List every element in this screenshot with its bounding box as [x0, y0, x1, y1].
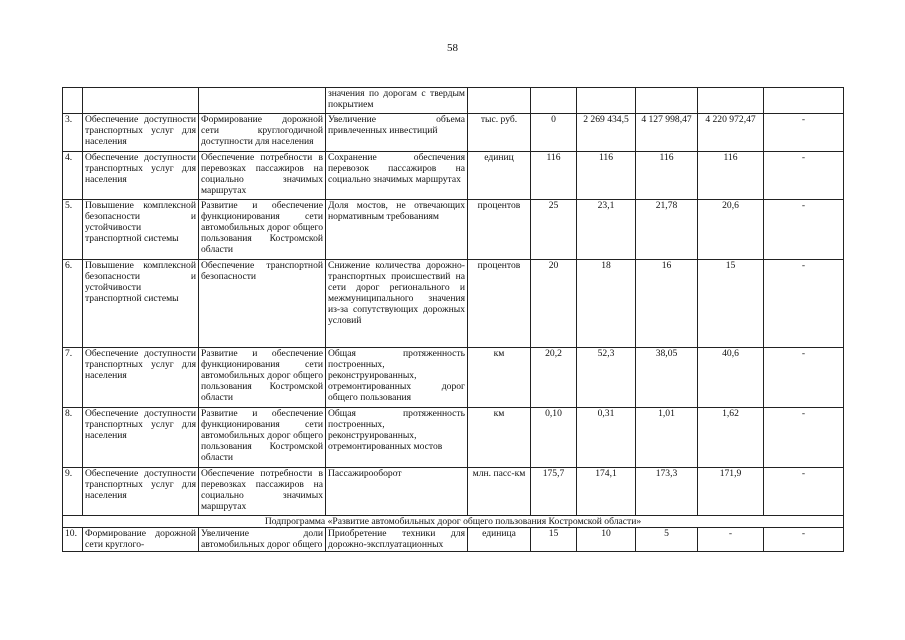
task-cell: Развитие и обеспечение функционирования сети автомобильных дорог общего пользования Костромской области [199, 408, 326, 468]
value-year2-cell: 38,05 [636, 348, 698, 408]
row-number: 7. [63, 348, 83, 408]
row-number: 5. [63, 200, 83, 260]
table-row [63, 528, 844, 552]
indicator-cell: Приобретение техники для дорожно-эксплуатационных [326, 528, 468, 552]
value-year2-cell [636, 88, 698, 114]
indicator-cell: Пассажирооборот [326, 468, 468, 516]
goal-cell: Повышение комплексной безопасности и устойчивости транспортной системы [83, 260, 199, 348]
table-row [63, 468, 844, 516]
value-base-cell: 0,10 [531, 408, 577, 468]
unit-cell [468, 88, 531, 114]
value-year2-cell: 116 [636, 152, 698, 200]
value-base-cell: 20 [531, 260, 577, 348]
value-year3-cell: 15 [698, 260, 764, 348]
unit-cell: процентов [468, 200, 531, 260]
row-number: 4. [63, 152, 83, 200]
goal-cell: Обеспечение доступности транспортных услуг для населения [83, 468, 199, 516]
indicator-cell: Доля мостов, не отвечающих нормативным требованиям [326, 200, 468, 260]
unit-cell: млн. пасс-км [468, 468, 531, 516]
value-year3-cell: - [698, 528, 764, 552]
value-year3-cell [698, 88, 764, 114]
subprogram-row [63, 516, 844, 528]
indicators-table [62, 87, 844, 552]
row-number: 6. [63, 260, 83, 348]
row-number: 3. [63, 114, 83, 152]
value-base-cell: 20,2 [531, 348, 577, 408]
table-row [63, 260, 844, 348]
value-year2-cell: 1,01 [636, 408, 698, 468]
indicator-cell: значения по дорогам с твердым покрытием [326, 88, 468, 114]
value-year1-cell: 174,1 [577, 468, 636, 516]
value-year1-cell: 23,1 [577, 200, 636, 260]
goal-cell: Обеспечение доступности транспортных услуг для населения [83, 114, 199, 152]
page-number: 58 [447, 42, 458, 54]
indicator-cell: Общая протяженность построенных, реконструированных, отремонтированных мостов [326, 408, 468, 468]
table-row [63, 408, 844, 468]
goal-cell: Обеспечение доступности транспортных услуг для населения [83, 152, 199, 200]
value-year3-cell: 4 220 972,47 [698, 114, 764, 152]
unit-cell: тыс. руб. [468, 114, 531, 152]
indicator-cell: Сохранение обеспечения перевозок пассажиров на социально значимых маршрутах [326, 152, 468, 200]
goal-cell: Повышение комплексной безопасности и устойчивости транспортной системы [83, 200, 199, 260]
task-cell: Развитие и обеспечение функционирования сети автомобильных дорог общего пользования Костромской области [199, 200, 326, 260]
unit-cell: км [468, 348, 531, 408]
value-base-cell: 0 [531, 114, 577, 152]
unit-cell: единиц [468, 152, 531, 200]
value-base-cell: 15 [531, 528, 577, 552]
value-year1-cell: 2 269 434,5 [577, 114, 636, 152]
goal-cell: Формирование дорожной сети круглого- [83, 528, 199, 552]
value-year4-cell: - [764, 152, 844, 200]
value-year2-cell: 5 [636, 528, 698, 552]
indicator-cell: Общая протяженность построенных, реконструированных, отремонтированных дорог общего пользования [326, 348, 468, 408]
value-year4-cell [764, 88, 844, 114]
value-year2-cell: 4 127 998,47 [636, 114, 698, 152]
row-number: 10. [63, 528, 83, 552]
goal-cell: Обеспечение доступности транспортных услуг для населения [83, 408, 199, 468]
task-cell: Обеспечение потребности в перевозках пассажиров на социально значимых маршрутах [199, 152, 326, 200]
value-year4-cell: - [764, 200, 844, 260]
value-year3-cell: 40,6 [698, 348, 764, 408]
value-year3-cell: 116 [698, 152, 764, 200]
value-year1-cell: 18 [577, 260, 636, 348]
task-cell: Обеспечение транспортной безопасности [199, 260, 326, 348]
row-number: 8. [63, 408, 83, 468]
value-base-cell: 175,7 [531, 468, 577, 516]
row-number [63, 88, 83, 114]
table-row [63, 348, 844, 408]
value-year4-cell: - [764, 528, 844, 552]
value-year3-cell: 171,9 [698, 468, 764, 516]
value-year1-cell [577, 88, 636, 114]
row-number: 9. [63, 468, 83, 516]
value-year3-cell: 20,6 [698, 200, 764, 260]
unit-cell: км [468, 408, 531, 468]
value-year1-cell: 10 [577, 528, 636, 552]
value-base-cell: 25 [531, 200, 577, 260]
unit-cell: процентов [468, 260, 531, 348]
table-row [63, 152, 844, 200]
table-body [63, 88, 844, 552]
task-cell [199, 88, 326, 114]
value-year4-cell: - [764, 114, 844, 152]
value-base-cell: 116 [531, 152, 577, 200]
table-row [63, 200, 844, 260]
unit-cell: единица [468, 528, 531, 552]
value-year4-cell: - [764, 468, 844, 516]
value-year1-cell: 52,3 [577, 348, 636, 408]
task-cell: Увеличение доли автомобильных дорог общего [199, 528, 326, 552]
task-cell: Формирование дорожной сети круглогодичной доступности для населения [199, 114, 326, 152]
value-base-cell [531, 88, 577, 114]
value-year1-cell: 0,31 [577, 408, 636, 468]
task-cell: Обеспечение потребности в перевозках пассажиров на социально значимых маршрутах [199, 468, 326, 516]
indicator-cell: Увеличение объема привлеченных инвестиций [326, 114, 468, 152]
value-year2-cell: 21,78 [636, 200, 698, 260]
value-year4-cell: - [764, 260, 844, 348]
subprogram-title: Подпрограмма «Развитие автомобильных дорог общего пользования Костромской области» [63, 516, 844, 528]
value-year2-cell: 16 [636, 260, 698, 348]
value-year3-cell: 1,62 [698, 408, 764, 468]
table-row [63, 88, 844, 114]
indicator-cell: Снижение количества дорожно-транспортных происшествий на сети дорог регионального и межмуниципального значения из-за сопутствующих дорожных условий [326, 260, 468, 348]
table-row [63, 114, 844, 152]
task-cell: Развитие и обеспечение функционирования сети автомобильных дорог общего пользования Костромской области [199, 348, 326, 408]
value-year4-cell: - [764, 408, 844, 468]
goal-cell: Обеспечение доступности транспортных услуг для населения [83, 348, 199, 408]
value-year4-cell: - [764, 348, 844, 408]
goal-cell [83, 88, 199, 114]
value-year1-cell: 116 [577, 152, 636, 200]
value-year2-cell: 173,3 [636, 468, 698, 516]
